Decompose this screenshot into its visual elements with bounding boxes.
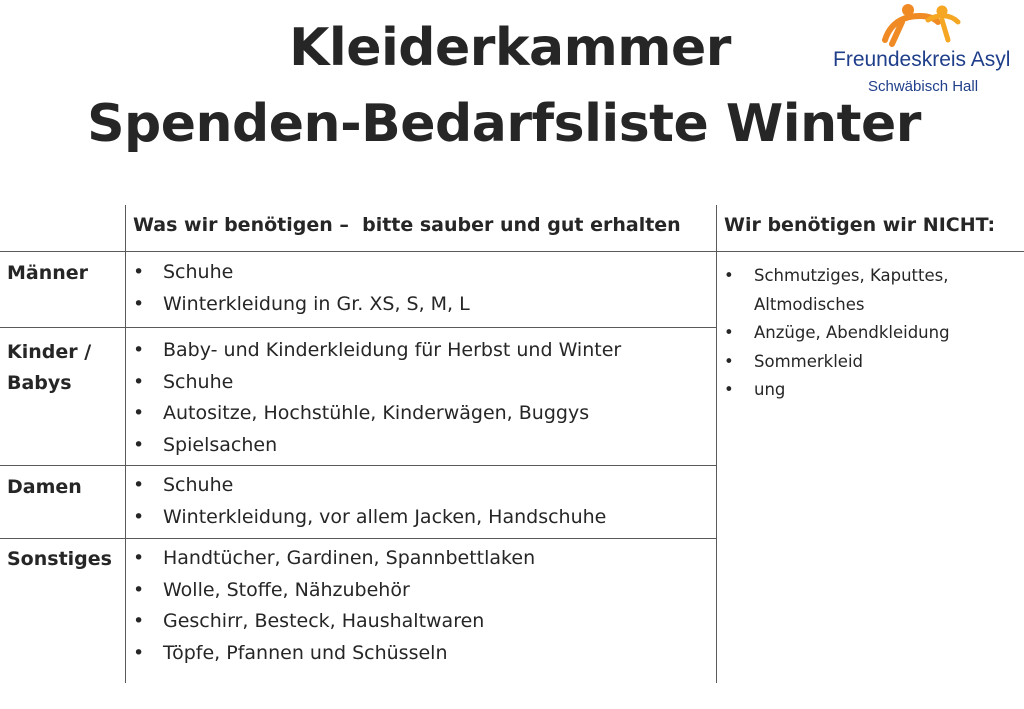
list-item: • ung xyxy=(724,376,1019,405)
list-item: • Anzüge, Abendkleidung xyxy=(724,319,1019,348)
page-title: Kleiderkammer xyxy=(289,18,731,78)
items-children xyxy=(133,335,621,461)
not-needed-list xyxy=(724,262,1019,405)
list-item: • Geschirr, Besteck, Haushaltwaren xyxy=(133,606,535,638)
category-misc: Sonstiges xyxy=(7,548,112,570)
list-item: • Winterkleidung in Gr. XS, S, M, L xyxy=(133,289,470,321)
header-not-needed: Wir benötigen wir NICHT: xyxy=(724,214,996,236)
list-item: • Handtücher, Gardinen, Spannbettlaken xyxy=(133,543,535,575)
list-item: • Spielsachen xyxy=(133,430,621,462)
list-item: • Autositze, Hochstühle, Kinderwägen, Buggys xyxy=(133,398,621,430)
list-item: • Schuhe xyxy=(133,470,606,502)
list-item: • Sommerkleid xyxy=(724,348,1019,377)
row-divider xyxy=(0,327,716,328)
category-children xyxy=(7,337,117,399)
list-item: • Schmutziges, Kaputtes, Altmodisches xyxy=(724,262,1019,319)
list-item: • Baby- und Kinderkleidung für Herbst und Winter xyxy=(133,335,621,367)
list-item: • Wolle, Stoffe, Nähzubehör xyxy=(133,575,535,607)
logo-name: Freundeskreis Asyl xyxy=(833,48,1011,71)
row-divider xyxy=(0,538,716,539)
header-needed: Was wir benötigen – bitte sauber und gut erhalten xyxy=(133,214,681,236)
list-item: • Töpfe, Pfannen und Schüsseln xyxy=(133,638,535,670)
category-men: Männer xyxy=(7,262,89,284)
header-divider xyxy=(0,251,1024,252)
column-divider-left xyxy=(125,205,126,683)
category-children-label: Kinder / Babys xyxy=(7,341,92,394)
items-men xyxy=(133,257,470,320)
list-item: • Schuhe xyxy=(133,367,621,399)
column-divider-right xyxy=(716,205,717,683)
items-misc xyxy=(133,543,535,669)
items-women xyxy=(133,470,606,533)
logo-place: Schwäbisch Hall xyxy=(868,78,979,95)
list-item: • Schuhe xyxy=(133,257,470,289)
row-divider xyxy=(0,465,716,466)
page-subtitle: Spenden-Bedarfsliste Winter xyxy=(87,94,921,154)
list-item: • Winterkleidung, vor allem Jacken, Handschuhe xyxy=(133,502,606,534)
category-women: Damen xyxy=(7,476,82,498)
